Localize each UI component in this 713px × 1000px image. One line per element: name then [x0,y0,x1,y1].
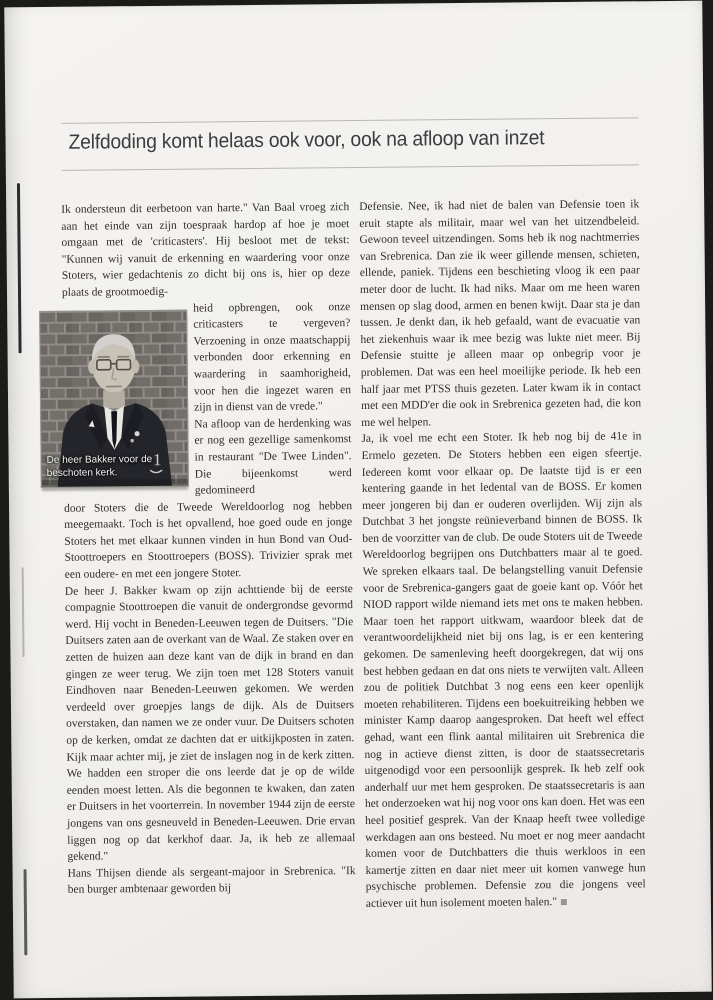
paragraph-thijsen-start: Hans Thijsen diende als sergeant-majoor in Srebrenica. "Ik ben burger ambtenaar geworden bij [67,864,356,897]
photo-caption-line2: beschoten kerk. [46,467,118,479]
magazine-page [4,1,711,999]
badge-pin [134,431,139,436]
paragraph-stoter-text: Ja, ik voel me echt een Stoter. Ik heb nog bij de 41e in Ermelo gezeten. De Stoters hebben een eigen sfeertje. Iedereen komt voor elkaar op. De laatste tijd is er een kentering gaande in het ledental van de BOSS. Er komen meer jongeren bij dan er ouderen overlijden. Wij zijn als Dutchbat 3 het jongste reünieverband binnen de BOSS. Ik ben de voorzitter van de club. De oude Stoters uit de Tweede Wereldoorlog begrijpen ons Dutchbatters maar al te goed. We spreken elkaars taal. De belangstelling vanuit Defensie voor de Srebrenica-gangers gaat de goeie kant op. Vóór het NIOD rapport wilde niemand iets met ons te maken hebben. Maar toen het rapport uitkwam, waardoor bleek dat de verantwoordelijkheid niet bij ons lag, is er een kentering gekomen. De samenleving heeft doorgekregen, dat wij ons best hebben gedaan en dat ons niets te verwijten valt. Alleen zou de politiek Dutchbat 3 nog eens een keer openlijk moeten rehabiliteren. Tijdens een boekuitreiking hebben we minister Kamp daarop aangesproken. Dat heeft wel effect gehad, want een flink aantal militairen uit Srebrenica die nog in actieve dienst zitten, is door de staatssecretaris uitgenodigd voor een persoonlijk gesprek. Ik heb zelf ook anderhalf uur met hem gesproken. De staatssecretaris is aan het onderzoeken wat hij nog voor ons kan doen. Het was een heel positief gesprek. Van der Knaap heeft twee volledige werkdagen aan ons besteed. Nu moet er nog meer aandacht komen voor de Dutchbatters die thuis werkloos in een kamertje zitten en daar niet meer uit komen vanwege hun psychische problemen. Defensie zou die jongens veel actiever uit hun isolement moeten halen." [361,430,646,910]
badge-pin [130,439,134,443]
scan-fold-line [22,567,25,657]
paragraph-herdenking-narrow: Na afloop van de herdenking was er nog een gezellige samenkomst in restaurant "De Twee Linden". Die bijeenkomst werd gedomineerd [194,416,352,497]
article-body [46,196,646,915]
svg-text:1: 1 [152,450,162,470]
neck [103,390,125,408]
paragraph-intro-wide: Ik ondersteun dit eerbetoon van harte." Van Baal vroeg zich aan het einde van zijn toespraak hardop af hoe je moet omgaan met de 'criticasters'. Hij besloot met de tekst: "Kunnen wij vanuit de erkenning en waardering voor onze Stoters, wier gedachtenis zo dicht bij ons is, hier op deze plaats de grootmoedig- [61,201,350,299]
paragraph-bakker: De heer J. Bakker kwam op zijn achttiende bij de eerste compagnie Stoottroepen die vanuit de ondergrondse gevormd werd. Hij vocht in Beneden-Leeuwen tegen de Duitsers. "Die Duitsers zaten aan de overkant van de Waal. Ze staken over en zetten de huizen aan deze kant van de dijk in brand en dan gingen ze weer terug. We zijn toen met 128 Stoters vanuit Eindhoven naar Beneden-Leeuwen gekomen. We werden verdeeld over groepjes langs de dijk. Als de Duitsers overstaken, dan namen we ze onder vuur. De Duitsers schoten op de kerken, omdat ze dachten dat er uitkijkposten in zaten. Kijk maar achter mij, je ziet de inslagen nog in de kerk zitten. We hadden een stroper die ons leerde dat je op de wilde eenden moest letten. Als die begonnen te kwaken, dan zaten er Duitsers in het voorterrein. In november 1944 zijn de eerste jongens van ons gesneuveld in Beneden-Leeuwen. Drie ervan liggen nog op dat kerkhof daar. Ja, ik heb ze allemaal gekend." [64,582,356,863]
paragraph-thijsen-continued: Defensie. Nee, ik had niet de balen van Defensie toen ik eruit stapte als militair, maar wel van het uitzendbeleid. Gewoon teveel uitzendingen. Soms heb ik nog nachtmerries van Srebrenica. Dan zie ik weer gillende mensen, schieten, ellende, paniek. Tijdens een beschieting vloog ik een paar meter door de lucht. Ik had niks. Maar om me heen waren mensen op slag dood, armen en benen kwijt. Daar sta je dan tussen. Je denkt dan, ik heb gefaald, want de evacuatie van het ziekenhuis waar ik mee bezig was lukte niet meer. Bij Defensie stuitte je alleen maar op onbegrip voor je problemen. Dat was een heel moeilijke periode. Ik heb een half jaar met PTSS thuis gezeten. Later kwam ik in contact met een MDD'er die ook in Srebrenica gezeten had, die kon me wel helpen. [359,198,642,429]
scan-fold-line [17,183,22,353]
title-rule-top [61,117,638,124]
photo-bakker [39,310,189,488]
column-left [46,199,356,915]
photo-caption-line1: De heer Bakker voor de [46,453,153,466]
title-rule-bottom [62,164,639,171]
photo-bottom-shadow [42,479,188,487]
article-title: Zelfdoding komt helaas ook voor, ook na afloop van inzet [68,126,545,154]
text-beside-photo [193,299,352,500]
end-of-article-mark [561,899,567,905]
paragraph-herdenking-wide: door Stoters die de Tweede Wereldoorlog nog hebben meegemaakt. Toch is het opvallend, hoe goed oude en jonge Stoters het met elkaar kunnen vinden in hun Bond van Oud-Stoottroepers en Stoottroepers (BOSS). Trivizier sprak met een oudere- en met een jongere Stoter. [64,499,353,581]
paragraph-stoter-slot [361,429,646,913]
scan-fold-line [24,869,28,955]
column-right [359,196,646,912]
photo-caption [47,453,153,480]
paragraph-intro-narrow: heid opbrengen, ook onze criticasters te vergeven? Verzoening in onze maatschappij verbonden door erkenning en waardering in saamhorigheid, voor hen die ingezet waren en zijn in dienst van de vrede." [193,300,352,414]
